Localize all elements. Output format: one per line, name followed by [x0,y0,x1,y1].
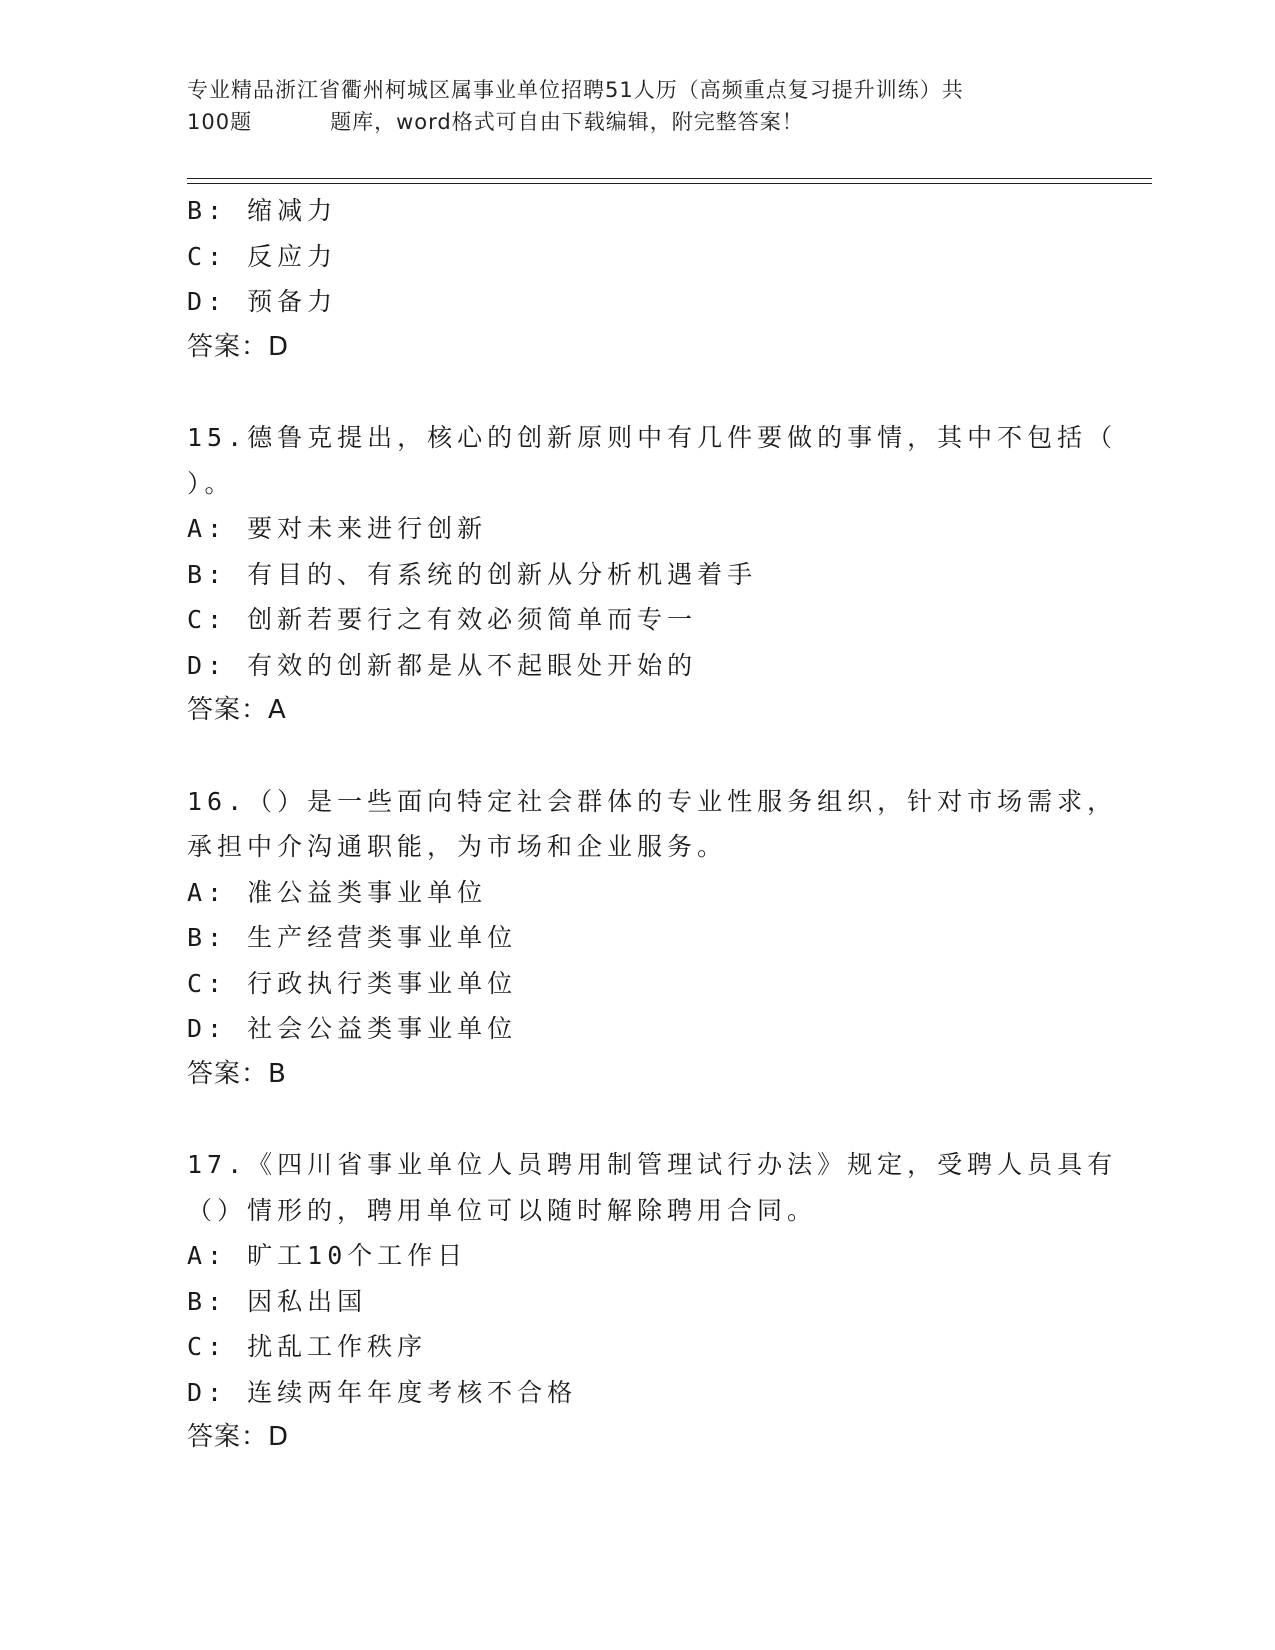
option-d: D: 连续两年年度考核不合格 [187,1377,578,1407]
question-15 [187,415,1118,734]
option-b: B: 缩减力 [187,196,338,225]
option-c: C: 反应力 [187,241,338,271]
answer-line: 答案：D [187,1422,290,1452]
option-a: A: 准公益类事业单位 [187,877,488,907]
question-text-line-1: 17.《四川省事业单位人员聘用制管理试行办法》规定，受聘人员具有 [187,1150,1118,1179]
question-text-line-2: 承担中介沟通职能，为市场和企业服务。 [187,832,728,861]
answer-line: 答案：A [187,695,287,725]
header-line-2-count: 100题 [187,110,253,134]
answer-line: 答案：B [187,1058,287,1089]
answer-line: 答案：D [187,331,290,362]
option-b: B: 有目的、有系统的创新从分析机遇着手 [187,559,758,589]
option-d: D: 有效的创新都是从不起眼处开始的 [187,650,698,680]
question-16 [187,779,1118,1098]
question-text-line-2: ）。 [187,468,235,498]
option-d: D: 预备力 [187,287,338,316]
question-text-line-1: 16.（）是一些面向特定社会群体的专业性服务组织，针对市场需求， [187,786,1118,816]
option-c: C: 扰乱工作秩序 [187,1332,428,1361]
option-c: C: 行政执行类事业单位 [187,968,518,998]
option-b: B: 因私出国 [187,1286,368,1316]
question-14-continued [187,188,1087,370]
page-header [187,74,1087,138]
option-a: A: 旷工10个工作日 [187,1241,468,1270]
option-a: A: 要对未来进行创新 [187,514,488,543]
question-text-line-2: （）情形的，聘用单位可以随时解除聘用合同。 [187,1195,818,1225]
header-rule-bottom [187,183,1152,184]
option-d: D: 社会公益类事业单位 [187,1014,518,1043]
header-rule-top [187,178,1152,179]
option-b: B: 生产经营类事业单位 [187,923,518,952]
header-line-2 [187,106,1087,138]
option-c: C: 创新若要行之有效必须简单而专一 [187,605,698,634]
header-line-1: 专业精品浙江省衢州柯城区属事业单位招聘51人历（高频重点复习提升训练）共 [187,78,964,102]
question-17 [187,1142,1118,1461]
question-text-line-1: 15.德鲁克提出，核心的创新原则中有几件要做的事情，其中不包括（ [187,423,1118,452]
question-list [187,188,1118,1506]
header-line-2-text: 题库，word格式可自由下载编辑，附完整答案！ [330,110,804,134]
